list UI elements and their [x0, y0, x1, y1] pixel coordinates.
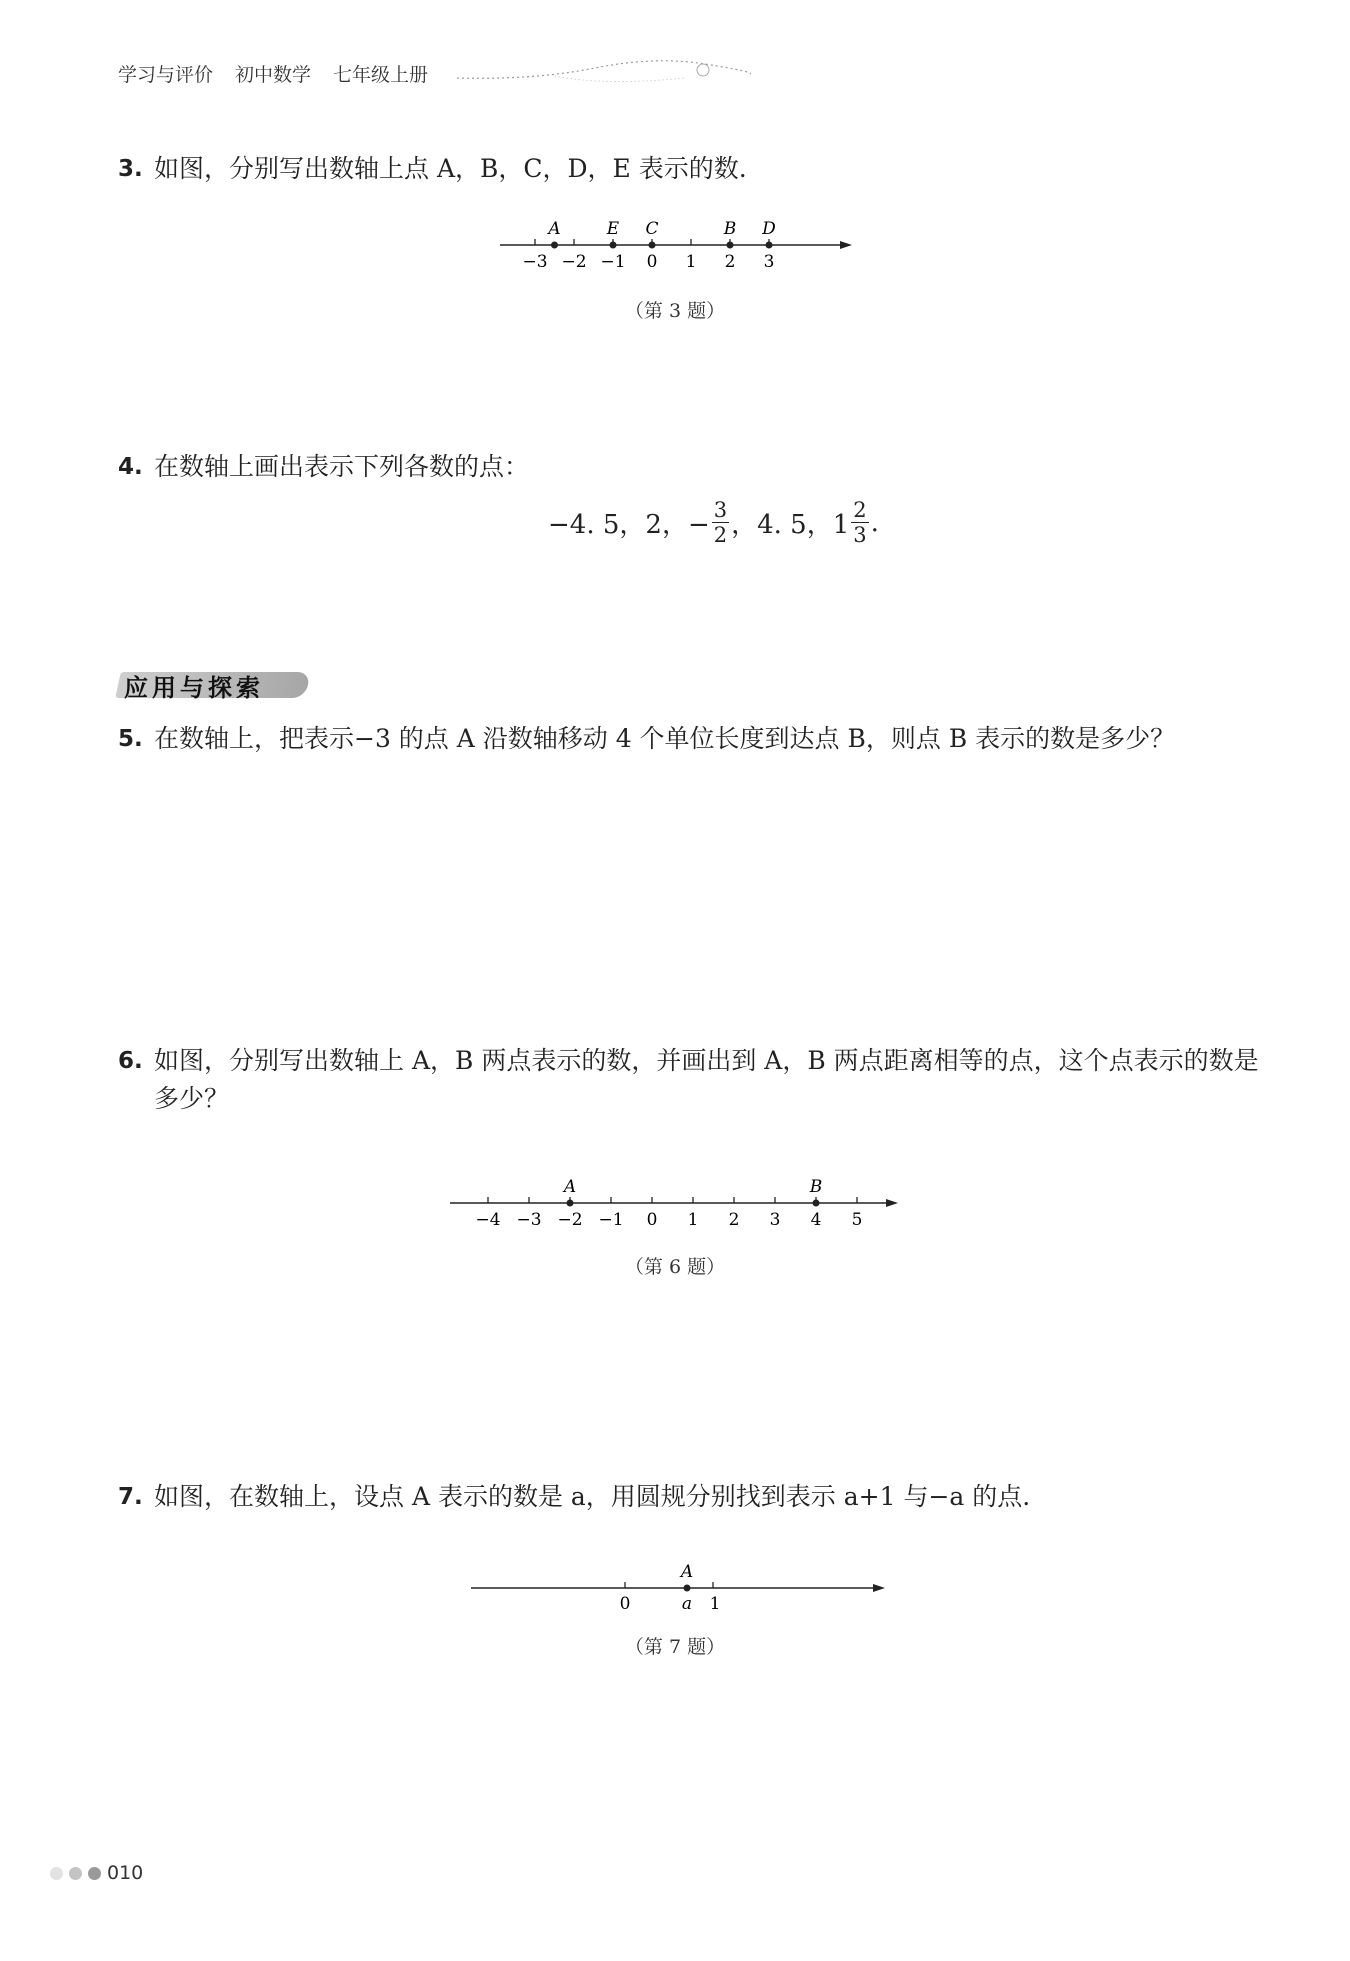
number-line-q3	[490, 210, 860, 280]
point-label-b: B	[809, 1177, 823, 1197]
expr-start: −4. 5，2，−	[548, 510, 710, 540]
section-heading-application	[118, 666, 308, 702]
page-header	[118, 60, 428, 87]
point-label-c: C	[645, 219, 659, 239]
header-decoration	[455, 56, 755, 86]
question-7-text: 如图，在数轴上，设点 A 表示的数是 a，用圆规分别找到表示 a+1 与−a 的点.	[154, 1482, 1031, 1511]
point-dot-d	[766, 242, 773, 249]
fraction-numerator: 3	[713, 498, 728, 522]
expr-middle: ，4. 5，1	[731, 510, 850, 540]
tick-label-one: 1	[709, 1594, 721, 1614]
point-a-label: A	[680, 1562, 694, 1582]
question-4	[118, 448, 529, 486]
tick-label: 1	[685, 252, 697, 272]
question-3-number: 3.	[118, 156, 143, 182]
header-book-title: 学习与评价	[118, 64, 214, 86]
number-line-q6	[440, 1170, 910, 1240]
question-5-number: 5.	[118, 726, 143, 752]
tick-label: 2	[724, 252, 736, 272]
point-dot-c	[649, 242, 656, 249]
point-a-dot	[684, 1585, 691, 1592]
tick-label: 2	[728, 1210, 740, 1230]
axis-arrow	[840, 241, 852, 249]
footer-dot-icon	[69, 1867, 82, 1880]
tick-label: −1	[600, 252, 626, 272]
fraction-numerator: 2	[853, 498, 867, 522]
number-line-q7	[465, 1555, 895, 1625]
point-dot-b	[727, 242, 734, 249]
header-subject: 初中数学	[235, 64, 312, 86]
tick-label-zero: 0	[619, 1594, 631, 1614]
point-dot-b	[813, 1200, 820, 1207]
point-label-a: A	[563, 1177, 577, 1197]
question-7	[118, 1478, 1030, 1516]
question-5-text: 在数轴上，把表示−3 的点 A 沿数轴移动 4 个单位长度到达点 B，则点 B 表示的数是多少？	[154, 724, 1176, 753]
question-6-text: 如图，分别写出数轴上 A，B 两点表示的数，并画出到 A，B 两点距离相等的点，这个点表示的数是多少？	[154, 1046, 1259, 1113]
section-heading-label: 应用与探索	[124, 674, 264, 702]
header-grade: 七年级上册	[333, 64, 429, 86]
question-5	[118, 720, 1175, 758]
tick-label: 3	[769, 1210, 781, 1230]
point-label-e: E	[606, 219, 620, 239]
fraction-denominator: 3	[853, 523, 867, 547]
axis-arrow	[873, 1584, 885, 1592]
tick-label: −3	[516, 1210, 542, 1230]
tick-label: 0	[646, 252, 658, 272]
question-4-text: 在数轴上画出表示下列各数的点：	[154, 452, 530, 481]
expr-end: .	[870, 507, 879, 538]
question-7-number: 7.	[118, 1484, 143, 1510]
question-6-number: 6.	[118, 1048, 143, 1074]
tick-label: 0	[646, 1210, 658, 1230]
point-dot-e	[610, 242, 617, 249]
tick-label: −4	[475, 1210, 501, 1230]
page-footer	[50, 1862, 143, 1884]
point-a-value-label: a	[681, 1594, 693, 1614]
tick-label: −3	[522, 252, 548, 272]
footer-dot-icon	[88, 1867, 101, 1880]
fraction-three-halves	[712, 498, 729, 547]
question-6	[118, 1042, 1264, 1118]
footer-dot-icon	[50, 1867, 63, 1880]
fraction-denominator: 2	[713, 523, 728, 547]
tick-label: −2	[557, 1210, 583, 1230]
question-4-number: 4.	[118, 454, 143, 480]
question-3-text: 如图，分别写出数轴上点 A，B，C，D，E 表示的数.	[154, 154, 747, 183]
point-label-a: A	[548, 219, 561, 239]
tick-label: −1	[598, 1210, 624, 1230]
figure-caption-q3: （第 3 题）	[624, 300, 726, 322]
tick-label: −2	[561, 252, 587, 272]
figure-caption-q7: （第 7 题）	[624, 1636, 726, 1658]
figure-caption-q6: （第 6 题）	[624, 1256, 726, 1278]
page-number: 010	[107, 1862, 144, 1884]
point-dot-a	[567, 1200, 574, 1207]
fraction-two-thirds	[851, 498, 868, 547]
point-dot-a	[551, 242, 558, 249]
tick-label: 4	[810, 1210, 822, 1230]
tick-label: 5	[851, 1210, 863, 1230]
tick-label: 3	[763, 252, 775, 272]
point-label-d: D	[762, 219, 776, 239]
tick-label: 1	[687, 1210, 699, 1230]
question-3	[118, 150, 747, 188]
point-label-b: B	[723, 219, 737, 239]
question-4-numbers	[548, 498, 879, 547]
axis-arrow	[886, 1199, 898, 1207]
